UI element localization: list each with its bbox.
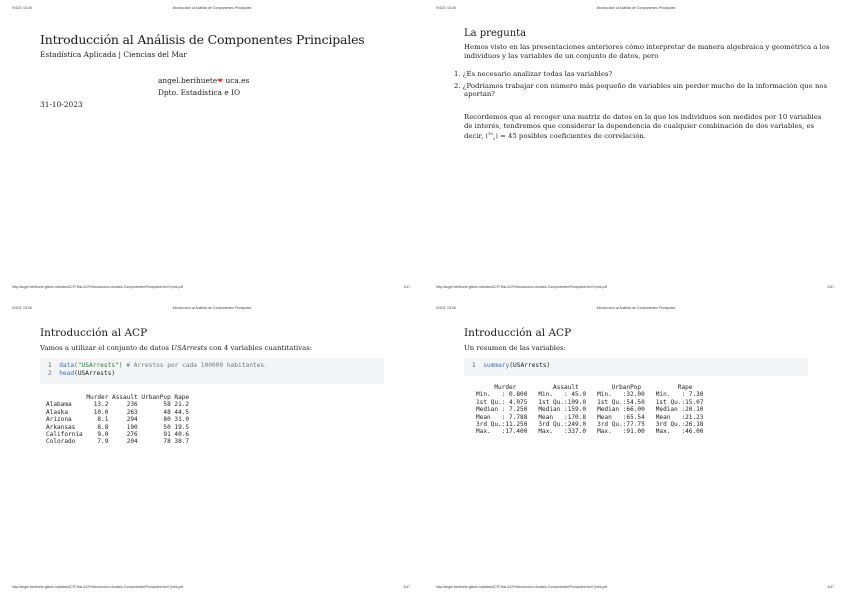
code-block[interactable]: 1 data("USArrests") # Arrestos por cada 100000 habitantes. 2 head(USArrests) [40,358,384,384]
print-header [424,6,848,14]
page-number: 3/47 [403,585,410,589]
correlation-paragraph: Recordemos que al recoger una matriz de datos en la que los individuos son medidos por 10 variables de interés, tendremos que considerar la dependencia de cualquier combinación de dos variables, es decir, ($^{10}_2$) = 45 posibles coeficientes de correlación. [464,113,822,142]
page-number: 2/47 [827,285,834,289]
footer-url[interactable]: http://angel.berihuete.github.io/slides/ACP/Test-ACP/Introduccion-Analisis-ComponentesPrincipales.html?print-pdf [436,285,608,289]
page-number: 1/47 [403,285,410,289]
slide-intro-text: Vamos a utilizar el conjunto de datos USArrests con 4 variables cuantitativas: [40,344,313,352]
page-number: 4/47 [827,585,834,589]
dataset-name: USArrests [171,344,208,352]
author-department: Dpto. Estadística e IO [158,88,241,97]
print-datetime: 9/4/23, 03:46 [436,306,456,310]
slide-title: La pregunta [464,28,527,39]
author-block [158,75,249,98]
slide-title: Introducción al ACP [464,327,572,339]
print-header [0,306,424,314]
print-footer [0,585,424,593]
presentation-title: Introducción al Análisis de Componentes Principales [40,32,365,47]
slide-title: Introducción al ACP [40,327,148,339]
print-datetime: 9/4/23, 03:46 [436,6,456,10]
print-datetime: 9/4/23, 03:46 [12,306,32,310]
print-footer [424,285,848,293]
slide-page-4 [424,300,848,599]
slide-intro-text: Hemos visto en las presentaciones anteriores cómo interpretar de manera algebraica y geométrica a los individuos y las variables de un conjunto de datos, pero [464,43,830,60]
slide-page-1 [0,0,424,299]
presentation-subtitle: Estadística Aplicada | Ciencias del Mar [40,50,187,59]
print-datetime: 9/4/23, 03:46 [12,6,32,10]
footer-url[interactable]: http://angel.berihuete.github.io/slides/ACP/Test-ACP/Introduccion-Analisis-ComponentesPrincipales.html?print-pdf [12,585,184,589]
print-header-title: Introducción al Análisis de Componentes Principales [596,6,676,10]
print-header [0,6,424,14]
slide-page-3 [0,300,424,599]
print-header-title: Introducción al Análisis de Componentes Principales [172,306,252,310]
print-footer [0,285,424,293]
footer-url[interactable]: http://angel.berihuete.github.io/slides/ACP/Test-ACP/Introduccion-Analisis-ComponentesPrincipales.html?print-pdf [436,585,608,589]
list-item: 1. ¿Es necesario analizar todas las variables? [454,70,613,78]
binomial-coefficient: ($^{10}_2$) [485,131,498,142]
print-header-title: Introducción al Análisis de Componentes Principales [596,306,676,310]
code-output: Murder Assault UrbanPop Rape Alabama 13.2 236 58 21.2 Alaska 10.0 263 48 44.5 Arizona 8.1 294 80 31.0 Arkansas 8.8 190 50 19.5 California 9.0 276 91 40.6 Colorado 7.9 204 78 38.7 [46,394,190,446]
question-list [454,70,830,99]
heart-icon: ❤ [217,77,224,85]
print-header [424,306,848,314]
code-output: Murder Assault UrbanPop Rape Min. : 0.800 Min. : 45.0 Min. :32.00 Min. : 7.30 1st Qu.: 4.075 1st Qu.:109.0 1st Qu.:54.50 1st Qu.:15.07 Median : 7.250 Median :159.0 Median :66.00 Median :20.10 Mean : 7.788 Mean :170.8 Mean :65.54 Mean :21.23 3rd Qu.:11.250 3rd Qu.:249.0 3rd Qu.:77.75 3rd Qu.:26.18 Max. :17.400 Max. :337.0 Max. :91.00 Max. :46.00 [476,384,704,436]
presentation-date: 31-10-2023 [40,100,83,109]
footer-url[interactable]: http://angel.berihuete.github.io/slides/ACP/Test-ACP/Introduccion-Analisis-ComponentesPrincipales.html?print-pdf [12,285,184,289]
code-block[interactable]: 1 summary(USArrests) [464,358,808,376]
slide-intro-text: Un resumen de las variables: [464,344,566,352]
author-email[interactable]: angel.berihuete❤ uca.es [158,76,250,85]
print-header-title: Introducción al Análisis de Componentes Principales [172,6,252,10]
list-item: 2. ¿Podríamos trabajar con número más pequeño de variables sin perder mucho de la información que nos aportan? [454,81,828,99]
slide-page-2 [424,0,848,299]
print-footer [424,585,848,593]
